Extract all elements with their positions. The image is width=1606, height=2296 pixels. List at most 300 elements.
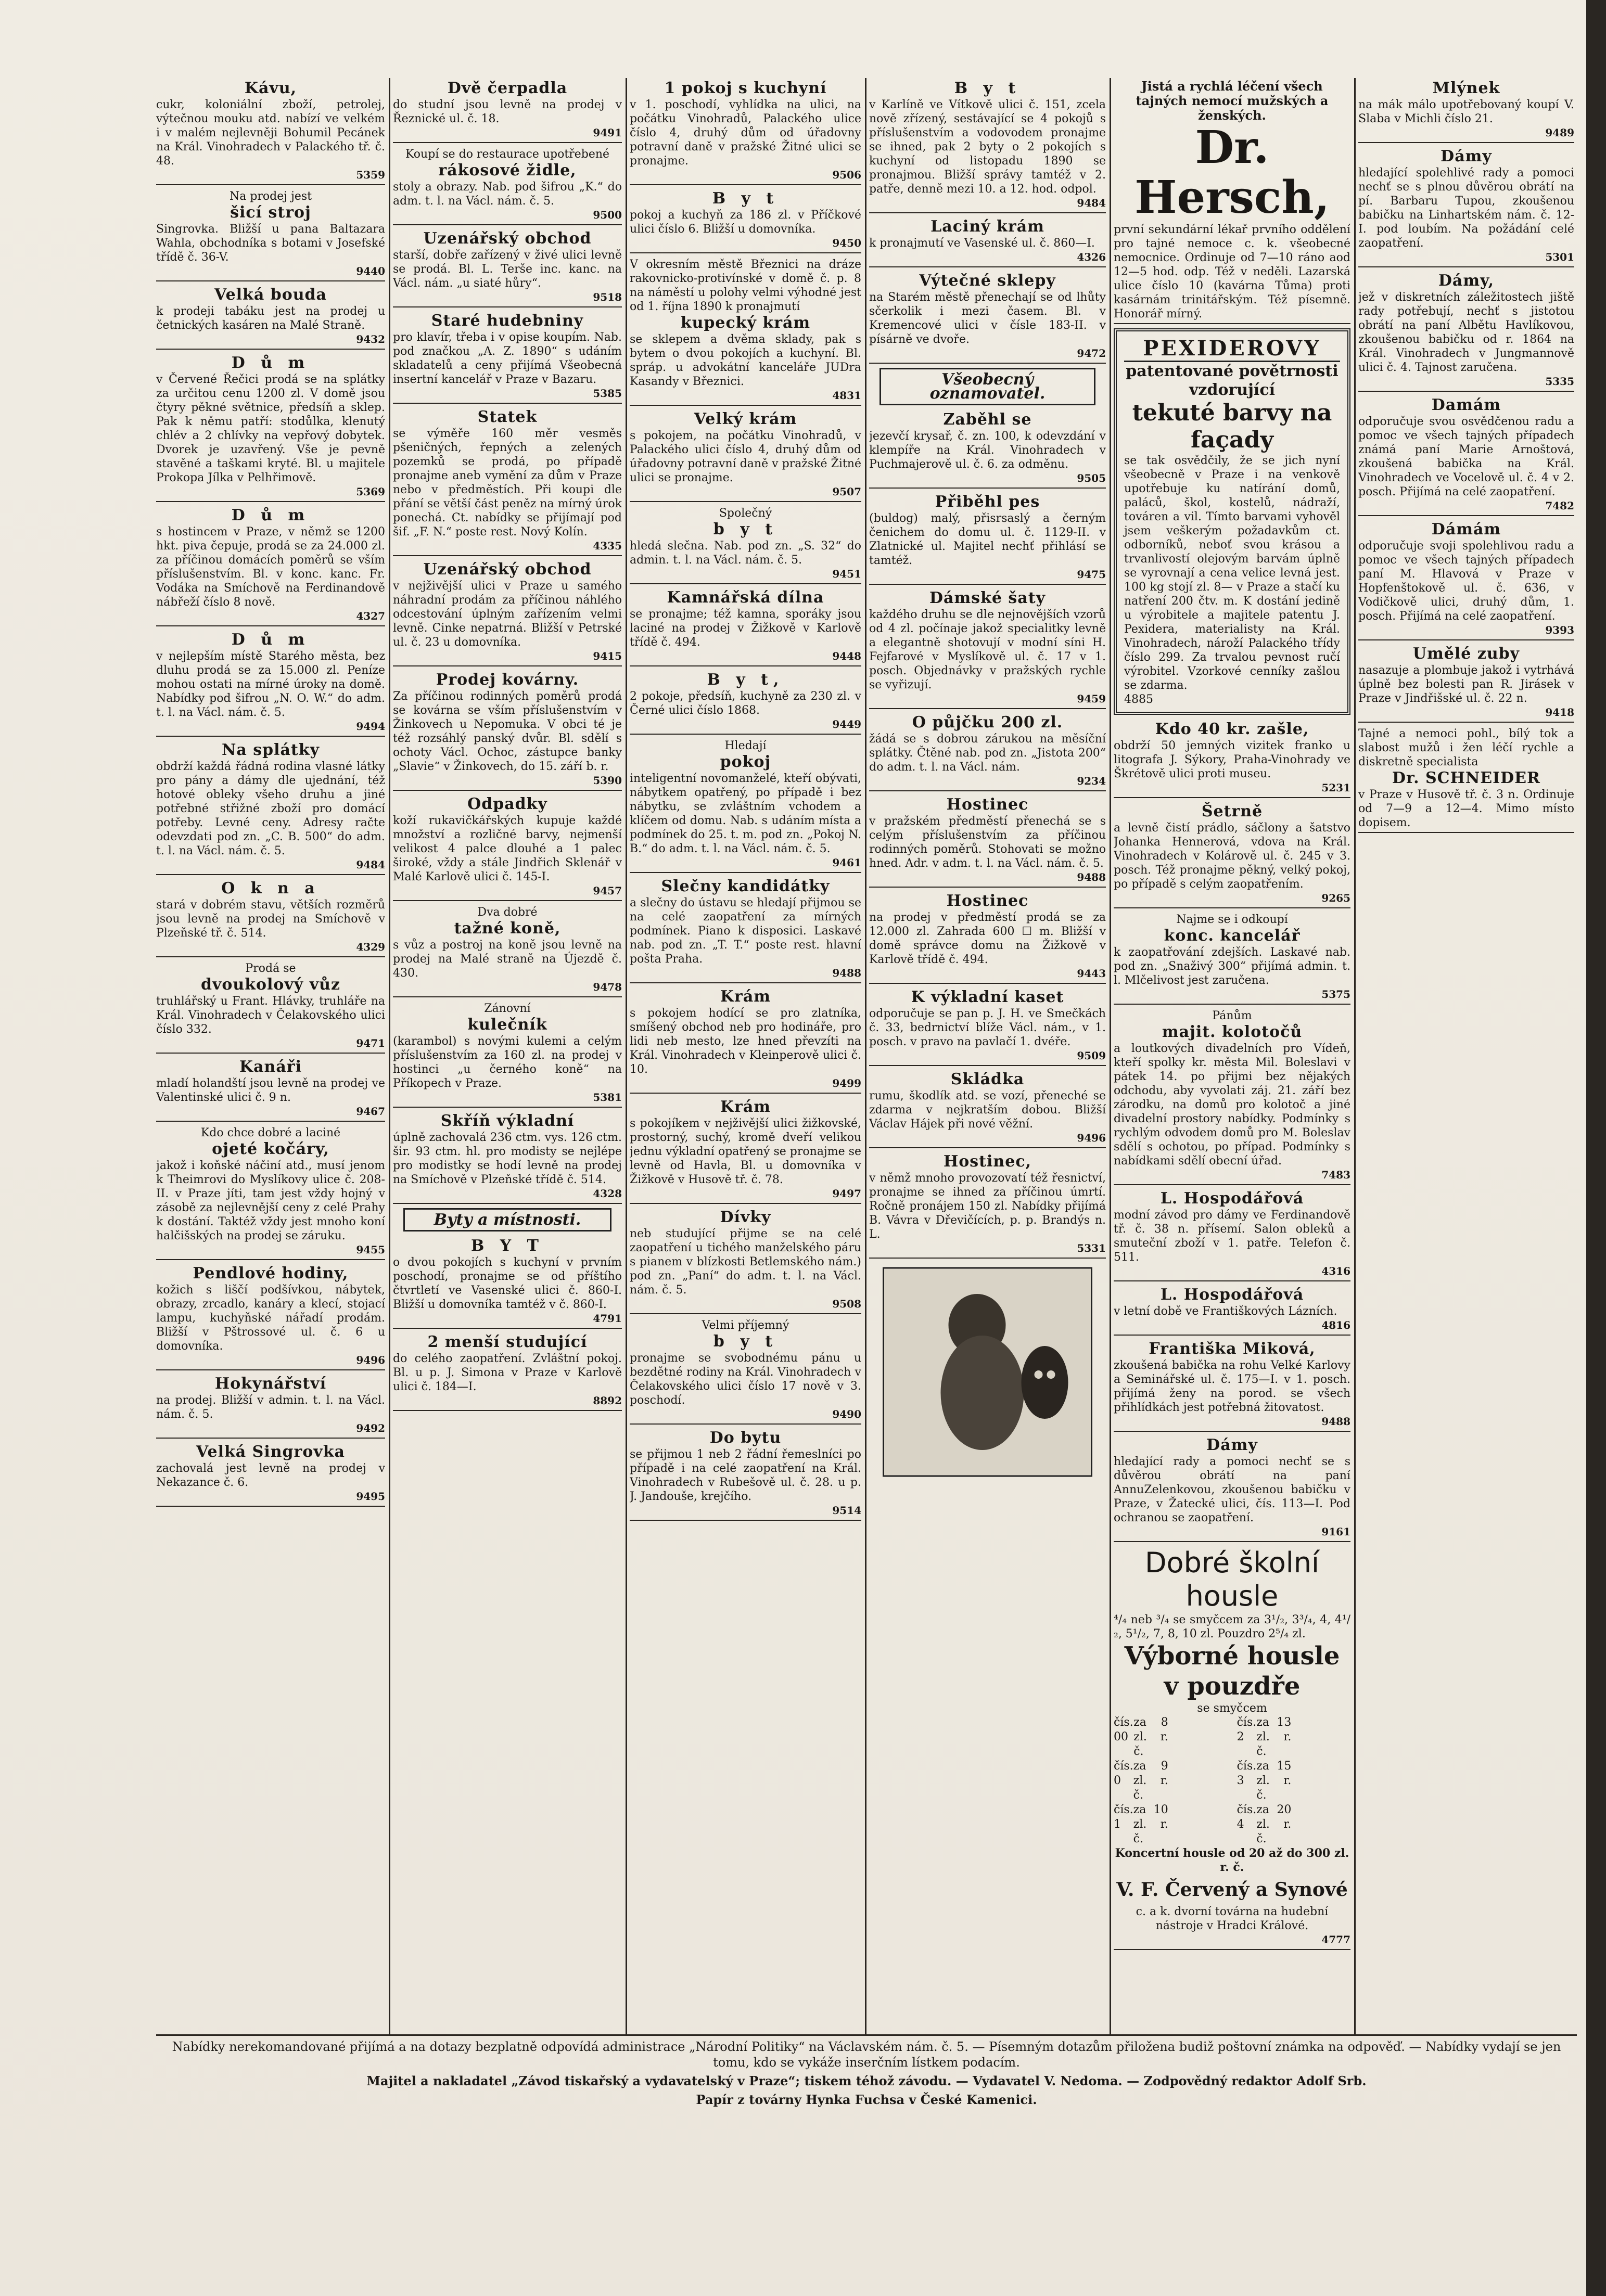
classified-ad (1358, 146, 1574, 267)
ad-body: v nejlepším místě Starého města, bez dluhu prodá se za 15.000 zl. Peníze mohou ostati na mírné úroky na domě. Nabídky pod šifrou „N. O. W.“ do adm. t. l. na Václ. nám. č. 5. (156, 650, 385, 719)
classified-ad (393, 1236, 622, 1329)
ad-body-continued: se sklepem a dvěma sklady, pak s bytem o dvou pokojích a kuchyní. Bl. spráp. u advokátní kanceláře JUDra Kasandy v Březnici. (630, 333, 861, 388)
ad-number: 5390 (593, 774, 622, 787)
classified-ad (869, 987, 1106, 1066)
ad-headline: Dr. SCHNEIDER (1392, 769, 1540, 787)
ad-number: 9451 (832, 568, 861, 580)
ad-column-4 (869, 78, 1106, 2034)
pexider-headline: tekuté barvy na façady (1132, 400, 1332, 453)
ad-body: zachovalá jest levně na prodej v Nekazance č. 6. (156, 1462, 385, 1489)
ad-body: pronajme se svobodnému pánu u bezdětné rodiny na Král. Vinohradech v Čelakovského ulici číslo 17 nově v 3. poschodí. (630, 1352, 861, 1407)
ad-headline: Dámy (1206, 1436, 1258, 1454)
classified-ad (1114, 1188, 1350, 1281)
ad-body: obdrží 50 jemných vizitek franko u litografa J. Sýkory, Praha-Vinohrady ve Škrétově ulici proti museu. (1114, 739, 1350, 780)
classified-ad (630, 256, 861, 406)
ad-headline: Velký krám (694, 410, 797, 428)
violin-price-row (1237, 1715, 1292, 1759)
ad-headline: Dámské šaty (929, 589, 1046, 607)
ad-number: 9492 (356, 1422, 385, 1434)
ad-headline: pokoj (720, 753, 771, 771)
ad-number: 5385 (593, 387, 622, 400)
ad-body: zkoušená babička na rohu Velké Karlovy a Seminářské ul. č. 175—I. v 1. posch. přijímá ženy na porod. se všech přihlídkách jest potřebná žitovatost. (1114, 1359, 1350, 1414)
ad-headline: Zaběhl se (943, 411, 1032, 429)
ad-body: k zaopatřování zdejších. Laskavé nab. pod zn. „Snaživý 300“ přijímá admin. t. l. Mlčelivost jest zaručena. (1114, 946, 1350, 987)
classified-ad (393, 407, 622, 556)
ad-number: 9461 (832, 856, 861, 869)
ad-headline: Velká Singrovka (196, 1443, 345, 1461)
classified-ad (630, 505, 861, 584)
classified-ad (1358, 519, 1574, 640)
ad-body: každého druhu se dle nejnovějších vzorů od 4 zl. počínaje jakož specialitky levně a elegantně shotovují v modní síni H. Fejfarové v Myslíkově ul. č. 17 v 1. posch. Objednávky v pražských rychle se vyřizují. (869, 608, 1106, 691)
ad-body: kožich s liščí podšívkou, nábytek, obrazy, zrcadlo, kanáry a klecí, stojací lampu, kuchyňské nářadí prodám. Bližší v Pštrossové ul. č. 6 u domovníka. (156, 1284, 385, 1353)
classified-ad (630, 1317, 861, 1425)
ad-body: do studní jsou levně na prodej v Řeznické ul. č. 18. (393, 98, 622, 125)
ad-body: obdrží každá řádná rodina vlasné látky pro pány a dámy dle ujednání, též hotové obleky všeho druhu a jiné potřebné střižné zboží pro domácí potřeby. Levné ceny. Adresy račte odevzdati pod zn. „C. B. 500“ do adm. t. l. na Václ. nám. č. 5. (156, 760, 385, 857)
ad-body: a slečny do ústavu se hledají přijmou se na celé zaopatření za mírných podmínek. Piano k disposici. Laskavé nab. pod zn. „T. T.“ poste rest. hlavní pošta Praha. (630, 896, 861, 966)
section-heading: Byty a místnosti. (403, 1208, 611, 1232)
ad-body: Za příčinou rodinných poměrů prodá se kovárna se vším příslušenstvím v Žinkovech u Nepomuka. V obci té je též rozsáhlý panský dvůr. Bl. sdělí s ochoty Václ. Ochoc, zástupce banky „Slavie“ v Žinkovech, do 15. září b. r. (393, 690, 622, 773)
ad-number: 9471 (356, 1037, 385, 1049)
ad-headline: Uzenářský obchod (423, 229, 592, 248)
ad-body: do celého zaopatření. Zvláštní pokoj. Bl. u p. J. Simona v Praze v Karlově ulici č. 184—I. (393, 1352, 622, 1393)
ad-body: cukr, koloniální zboží, petrolej, výtečnou mouku atd. nabízí ve velkém i v malém nejlevněji Bohumil Pecánek na Král. Vinohradech v Palackého tř. č. 48. (156, 98, 385, 168)
ad-headline: Hostinec (946, 892, 1029, 910)
ad-headline: Velká bouda (214, 286, 327, 304)
ad-headline: D ů m (231, 631, 310, 649)
footer-notice: Nabídky nerekomandované přijímá a na dotazy bezplatně odpovídá administrace „Národní Politiky“ na Václavském nám. č. 5. — Písemným dotazům přiložena budiž poštovní známka na odpověď. — Nabídky vydají se jen tomu, kdo se vykáže inserčním lístkem podacím. (172, 2040, 1561, 2070)
ad-body: V okresním městě Březnici na dráze rakovnicko-protivínské v domě č. p. 8 na náměstí u polohy velmi výhodné jest od 1. října 1890 k pronajmutí (630, 258, 861, 313)
ad-intro: Prodá se (245, 962, 296, 975)
classified-ad (1114, 1008, 1350, 1185)
classified-ad (156, 878, 385, 957)
ad-headline: dvoukolový vůz (200, 976, 341, 994)
ad-number: 9467 (356, 1105, 385, 1118)
ad-body: neb studující přijme se na celé zaopatření u tichého manželského páru s pianem v blízkosti Betlemského nám.) pod zn. „Paní“ do adm. t. l. na Václ. nám. č. 5. (630, 1227, 861, 1297)
ad-body: hledající rady a pomoci nechť se s důvěrou obrátí na paní AnnuZelenkovou, zkoušenou babičku v Praze, v Žatecké ulici, čís. 113—I. Pod ochranou se zaopatření. (1114, 1455, 1350, 1524)
ad-headline: L. Hospodářová (1160, 1286, 1304, 1304)
ad-number: 9491 (593, 126, 622, 139)
ad-number: 9507 (832, 485, 861, 498)
classified-ad (869, 794, 1106, 888)
ad-number: 9488 (1321, 1415, 1350, 1428)
ad-number: 4316 (1321, 1265, 1350, 1277)
ad-number: 9508 (832, 1298, 861, 1310)
ad-headline: K výkladní kaset (911, 988, 1064, 1006)
violin-ad (1114, 1545, 1350, 1950)
classified-ad (630, 1097, 861, 1204)
ad-headline: Laciný krám (931, 217, 1044, 236)
classified-ad (393, 1001, 622, 1108)
classified-ad (869, 78, 1106, 213)
classified-ad (869, 492, 1106, 585)
pexider-body: se tak osvědčily, že se jich nyní všeobecně v Praze i na venkově upotřebuje ku natírání domů, paláců, škol, kostelů, nádraží, továren a vil. Tímto barvami vyhověl jsem veškerým požadavkům ct. odborníků, neboť svou krásou a trvanlivostí olejovým barvám úplně se vyrovnají a cena velice levná jest. 100 kg stojí zl. 8— v Praze a stačí ku natření 200 čtv. m. K dostání jedině u výrobitele a majitele patentu J. Pexidera, materialisty na Král. Vinohradech, nároží Palackého třídy číslo 299. Za trvalou pevnost ručí výrobitel. Vzorkové cenníky zašlou se zdarma. (1124, 454, 1340, 692)
violin-price-row (1114, 1715, 1168, 1759)
classified-ad (393, 559, 622, 666)
ad-headline: Na splátky (221, 741, 320, 759)
classified-ad (1114, 1339, 1350, 1432)
hersch-name: Dr. Hersch, (1135, 121, 1330, 224)
ad-body: rumu, škodlík atd. se vozí, přeneché se zdarma v nejkratším dobou. Bližší Václav Hájek při nové věžní. (869, 1089, 1106, 1131)
violin-price: za 20 zl. r. č. (1256, 1803, 1292, 1845)
hersch-headline: Jistá a rychlá léčení všech tajných nemocí mužských a ženských. (1136, 79, 1329, 123)
ad-intro: Kdo chce dobré a laciné (200, 1126, 341, 1139)
hersch-body: první sekundární lékař prvního oddělení pro tajné nemoce c. k. všeobecné nemocnice. Ordinuje od 7—10 ráno aod 12—5 hod. odp. Též v neděli. Lazarská ulice číslo 10 (kavárna Tůma) proti kasárnám trinitářským. Též písemně. Honorář mírný. (1114, 223, 1350, 320)
ad-number: 9448 (832, 650, 861, 662)
ad-headline: D ů m (231, 354, 310, 372)
ad-headline: ojeté kočáry, (212, 1140, 329, 1158)
ad-body: odporučuje svou osvědčenou radu a pomoc ve všech tajných případech známá paní Marie Arnoštová, zkoušená babička na Král. Vinohradech ve Vocelově ul. č. 4 v 2. posch. Přijímá na celé zaopatření. (1358, 415, 1574, 498)
classified-ad (156, 960, 385, 1054)
ad-body: se pronajme; též kamna, sporáky jsou laciné na prodej v Žižkově v Karlově třídě č. 494. (630, 608, 861, 649)
hersch-ad (1114, 78, 1350, 324)
ad-headline: B y t (954, 79, 1021, 97)
ad-intro: Společný (719, 507, 772, 520)
violin-model: čís. 3 (1237, 1760, 1257, 1787)
classified-ad (630, 876, 861, 983)
classified-ad (156, 188, 385, 281)
ad-body: v Červené Řečici prodá se na splátky za určitou cenu 1200 zl. V domě jsou čtyry pěkné světnice, předsíň a sklep. Pak k němu patří: stodůlka, klenutý chlév a 2 chlívky na vepřový dobytek. Dvorek je uzavřený. Vše je pevně stavěné a taškami kryté. Bl. u majitele Prokopa Jílka v Pelhřimově. (156, 373, 385, 484)
column-rule (626, 78, 627, 2034)
violin-bow-note: se smyčcem (1197, 1702, 1267, 1715)
ad-headline: 1 pokoj s kuchyní (664, 79, 827, 97)
ad-intro: Najme se i odkoupí (1176, 913, 1288, 926)
ad-number: 4327 (356, 610, 385, 622)
classified-ad (393, 146, 622, 225)
classified-ad (156, 505, 385, 626)
classified-ad (393, 1332, 622, 1411)
ad-number: 5375 (1321, 988, 1350, 1001)
violin-case-title: Výborné housle v pouzdře (1124, 1641, 1340, 1701)
ad-body: s pokojem, na počátku Vinohradů, v Palackého ulici číslo 4, druhý dům od úřadovny potravní daně v pražské Žitné ulici se pronajme. (630, 429, 861, 484)
ad-headline: tažné koně, (454, 919, 561, 938)
classified-ad (869, 1151, 1106, 1259)
ad-number: 9514 (832, 1504, 861, 1517)
ad-number: 9478 (593, 981, 622, 993)
classified-ad (869, 1069, 1106, 1148)
ad-number: 5335 (1545, 375, 1574, 388)
ad-body: hledá slečna. Nab. pod zn. „S. 32“ do admin. t. l. na Václ. nám. č. 5. (630, 540, 861, 567)
ad-body: Tajné a nemoci pohl., bílý tok a slabost mužů i žen léčí rychle a diskretně specialista (1358, 727, 1574, 768)
ad-number: 5359 (356, 169, 385, 181)
ad-headline: Františka Miková, (1149, 1340, 1316, 1358)
footer-paper-note: Papír z továrny Hynka Fuchsa v České Kamenici. (696, 2092, 1037, 2107)
footer-imprint: Majitel a nakladatel „Závod tiskařský a vydavatelský v Praze“; tiskem téhož závodu. — Vydavatel V. Nedoma. — Zodpovědný redaktor Adolf Srb. (366, 2073, 1367, 2088)
ad-body: (karambol) s novými kulemi a celým příslušenstvím za 160 zl. na prodej v hostinci „u černého koně“ na Příkopech v Praze. (393, 1035, 622, 1090)
ad-headline: Kdo 40 kr. zašle, (1155, 720, 1309, 738)
ad-number: 9499 (832, 1077, 861, 1089)
concert-violin-note: Koncertní housle od 20 až do 300 zl. r. č. (1115, 1846, 1349, 1874)
ad-body: v Karlíně ve Vítkově ulici č. 151, zcela nově zřízený, sestávající se 4 pokojů s příslušenstvím a vodovodem pronajme se ihned, pak 2 byty o 2 pokojích s kuchyní od listopadu 1890 se pronajmou. Bližší správy tamtéž v 2. patře, denně mezi 10. a 12. hod. odpol. (869, 98, 1106, 196)
ad-number: 4328 (593, 1187, 622, 1200)
ad-number: 5301 (1545, 251, 1574, 263)
pexider-number: 4885 (1124, 693, 1153, 706)
violin-price: za 9 zl. r. č. (1133, 1760, 1168, 1802)
classified-ad (869, 891, 1106, 984)
classified-ad (630, 188, 861, 253)
ad-body: s hostincem v Praze, v němž se 1200 hkt. piva čepuje, prodá se za 24.000 zl. za příčinou domácích poměrů se vším příslušenstvím. Bl. v konc. kanc. Fr. Vodáka na Smíchově na Ferdinandově nábřeží číslo 8 nově. (156, 525, 385, 609)
ad-body: mladí holandští jsou levně na prodej ve Valentinské ulici č. 9 n. (156, 1077, 385, 1104)
violin-ad-title: Dobré školní housle (1144, 1546, 1320, 1612)
violin-price-row (1114, 1803, 1168, 1846)
ad-headline: Dámám (1431, 520, 1501, 538)
ad-headline: O k n a (221, 879, 320, 897)
ad-intro: Dva dobré (477, 906, 538, 919)
column-rule (1354, 78, 1356, 2034)
violin-firm-name: V. F. Červený a Synové (1116, 1879, 1348, 1901)
ad-number: 9497 (832, 1187, 861, 1200)
ad-headline: Hokynářství (214, 1375, 327, 1393)
classified-ad (1358, 271, 1574, 392)
classified-ad (1358, 644, 1574, 723)
classified-ad (1358, 726, 1574, 833)
ad-body: truhlářský u Frant. Hlávky, truhláře na Král. Vinohradech v Čelakovského ulici číslo 332. (156, 995, 385, 1036)
ad-intro: Velmi příjemný (702, 1319, 789, 1332)
classified-ad (630, 409, 861, 502)
ad-body: úplně zachovalá 236 ctm. vys. 126 ctm. šir. 93 ctm. hl. pro modisty se nejlépe pro modistky se hodí levně na prodej na Smíchově v Plzeňské třídě č. 514. (393, 1131, 622, 1186)
ad-number: 9518 (593, 291, 622, 303)
engraved-child-illustration (869, 1263, 1106, 1481)
ad-body: inteligentní novomanželé, kteří obývati, nábytkem opatřený, po případě i bez nábytku, se zvláštním vchodem a klíčem od domu. Nab. s udáním místa a podmínek do 25. t. m. pod zn. „Pokoj N. B.“ do adm. t. l. na Václ. nám. č. 5. (630, 772, 861, 855)
violin-model: čís. 1 (1114, 1803, 1133, 1831)
classified-ad (630, 1207, 861, 1314)
ad-number: 4816 (1321, 1319, 1350, 1331)
ad-number: 9496 (356, 1354, 385, 1366)
ad-number: 9450 (832, 237, 861, 249)
ad-headline: Hostinec, (943, 1152, 1032, 1171)
ad-body: stará v dobrém stavu, větších rozměrů jsou levně na prodej na Smíchově v Plzeňské tř. č. 514. (156, 899, 385, 940)
ad-body: v pražském předměstí přenechá se s celým příslušenstvím za příčinou rodinných poměrů. Stohovati se možno hned. Adr. v adm. t. l. na Václ. nám. č. 5. (869, 815, 1106, 870)
ad-number: 5369 (356, 485, 385, 498)
ad-column-5 (1114, 78, 1350, 2034)
violin-ad-number: 4777 (1321, 1933, 1350, 1946)
violin-price: za 10 zl. r. č. (1133, 1803, 1168, 1845)
violin-price: za 8 zl. r. č. (1133, 1716, 1168, 1758)
ad-number: 9488 (832, 967, 861, 979)
ad-body: na Starém městě přenechají se od lhůty sčerkolik i mezi časem. Bl. v Kremencové ulici v čísle 183-II. v písárně ve dvoře. (869, 291, 1106, 346)
classified-ad (156, 1125, 385, 1260)
ad-headline: Krám (720, 987, 771, 1006)
ad-body: a loutkových divadelních pro Vídeň, kteří spolky kr. města Mil. Boleslavi v pátek 14. po přijmi bez nějakých odchodu, aby vyvolati záj. 21. září bez zárodku, na domů pro kolotoč a jiné divadelní prostory nabídky. Podmínky s rychlým odvodem domů pro M. Boleslav sdělí s ochotou, po případ. Podmínky s nabídkami sdělí obecní úřad. (1114, 1042, 1350, 1168)
ad-headline: L. Hospodářová (1160, 1189, 1304, 1208)
violin-model: čís. 2 (1237, 1716, 1257, 1743)
classified-ad (1114, 1435, 1350, 1542)
ad-headline: b y t (713, 1332, 778, 1351)
ad-number: 4329 (356, 941, 385, 953)
classified-ad (156, 740, 385, 875)
ad-headline: 2 menší studující (427, 1333, 588, 1351)
page-footer (156, 2034, 1577, 2111)
ad-headline: Slečny kandidátky (661, 877, 830, 895)
ad-number: 9440 (356, 265, 385, 277)
ad-number: 7482 (1545, 499, 1574, 512)
ad-headline: Šetrně (1201, 802, 1263, 820)
ad-number: 9415 (593, 650, 622, 662)
violin-price-row (1237, 1759, 1292, 1803)
classified-ad (393, 228, 622, 307)
ad-headline: Skládka (950, 1070, 1025, 1088)
ad-body: odporučuje svoji spolehlivou radu a pomoc ve všech tajných případech paní M. Hlavová v Praze v Hopfenštokově ul. č. 636, v Vodičkově ulici, druhý dům, 1. posch. Přijímá na celé zaopatření. (1358, 540, 1574, 623)
ad-column-3 (630, 78, 861, 2034)
ad-number: 9496 (1077, 1132, 1106, 1144)
ad-body: žádá se s dobrou zárukou na měsíční splátky. Čtěné nab. pod zn. „Jistota 200“ do adm. t. l. na Václ. nám. (869, 733, 1106, 774)
classified-ad (630, 738, 861, 873)
ad-headline: D ů m (231, 506, 310, 524)
ad-number: 9500 (593, 209, 622, 221)
ad-headline: rákosové židle, (438, 161, 577, 179)
ad-body: odporučuje se pan p. J. H. ve Smečkách č. 33, bedrnictví blíže Václ. nám., v 1. posch. v pravo na pavlačí 1. dvéře. (869, 1007, 1106, 1048)
ad-number: 5381 (593, 1091, 622, 1104)
ad-headline: šicí stroj (230, 203, 311, 222)
violin-firm-address: c. a k. dvorní továrna na hudební nástroje v Hradci Králové. (1136, 1905, 1329, 1932)
ad-body-continued: v Praze v Husově tř. č. 3 n. Ordinuje od 7—9 a 12—4. Mimo místo dopisem. (1358, 788, 1574, 829)
ad-number: 9161 (1321, 1525, 1350, 1538)
ad-headline: Mlýnek (1432, 79, 1500, 97)
ad-number: 4326 (1077, 251, 1106, 263)
ad-number: 9489 (1545, 126, 1574, 139)
violin-price-table (1114, 1715, 1350, 1846)
ad-body: a levně čistí prádlo, sáčlony a šatstvo Johanka Hennerová, vdova na Král. Vinohradech v Kolárově ul. č. 245 v 3. posch. Též pronajme pěkný, velký pokoj, po případě s celým zaopatřením. (1114, 822, 1350, 891)
ad-body: nasazuje a plombuje jakož i vytrhává úplně bez bolesti pan R. Jirásek v Praze v Jindřišské ul. č. 22 n. (1358, 664, 1574, 705)
classified-ad (1114, 801, 1350, 908)
ad-number: 9495 (356, 1490, 385, 1503)
ad-headline: Přiběhl pes (935, 493, 1040, 511)
classified-ad (156, 1263, 385, 1370)
ad-headline: Dámy, (1438, 272, 1495, 290)
pexider-subtitle: patentované povětrnosti vzdorující (1126, 362, 1339, 399)
ad-headline: Hostinec (946, 796, 1029, 814)
ad-body: (buldog) malý, přisrsaslý a černým čenichem do domu ul. č. 1129-II. v Zlatnické ul. Majitel nechť přihlásí se tamtéž. (869, 512, 1106, 567)
ad-headline: B y t, (707, 671, 784, 689)
ad-headline: kupecký krám (680, 314, 811, 332)
ad-intro: Zánovní (484, 1002, 531, 1015)
ad-body: v nejživější ulici v Praze u samého náhradní prodám za příčinou náhlého odcestování úplným zařízením velmi levně. Cinke nepatrná. Bližší v Petrské ul. č. 23 u domovníka. (393, 580, 622, 649)
ad-body: s pokojem hodící se pro zlatníka, smíšený obchod neb pro hodináře, pro lidi neb mesto, lze hned převzíti na Král. Vinohradech v Kleinperově ulici č. 10. (630, 1007, 861, 1076)
ad-intro: Pánům (1212, 1009, 1252, 1022)
classified-ad (156, 630, 385, 737)
column-rule (389, 78, 390, 2034)
violin-model: čís. 4 (1237, 1803, 1257, 1831)
classified-ad (393, 670, 622, 791)
classified-ad (630, 670, 861, 735)
ad-column-6 (1358, 78, 1574, 2034)
violin-model: čís. 00 (1114, 1716, 1133, 1743)
ad-number: 9234 (1077, 775, 1106, 787)
ad-body: k pronajmutí ve Vasenské ul. č. 860—I. (869, 237, 1095, 250)
ad-number: 9490 (832, 1408, 861, 1420)
violin-sizes: ⁴/₄ neb ³/₄ se smyčcem za 3¹/₂, 3³/₄, 4, 4¹/₂, 5¹/₂, 7, 8, 10 zl. Pouzdro 2⁵/₄ zl. (1114, 1613, 1350, 1640)
ad-number: 9484 (1077, 197, 1106, 209)
ad-number: 9418 (1545, 706, 1574, 719)
ad-intro: Hledají (724, 739, 767, 752)
ad-body: na prodej v předměstí prodá se za 12.000 zl. Zahrada 600 ☐ m. Bližší v domě správce domu na Žižkově v Karlově třídě č. 494. (869, 911, 1106, 966)
ad-number: 9459 (1077, 692, 1106, 705)
violin-model: čís. 0 (1114, 1760, 1133, 1787)
ad-body: s vůz a postroj na koně jsou levně na prodej na Malé straně na Újezdě č. 430. (393, 939, 622, 980)
ad-body: se přijmou 1 neb 2 řádní řemeslníci po případě i na celé zaopatření na Král. Vinohradech v Rubešově ul. č. 28. u p. J. Jandouše, krejčího. (630, 1448, 861, 1503)
ad-number: 5331 (1077, 1242, 1106, 1254)
classified-ad (1114, 719, 1350, 798)
ad-headline: Damám (1431, 396, 1501, 414)
classified-ad (630, 1428, 861, 1521)
ad-headline: Kamnářská dílna (667, 588, 824, 607)
classified-ads-page (156, 78, 1577, 2227)
classified-ad (630, 78, 861, 185)
ad-body: v němž mnoho provozovatí též řesnictví, pronajme se ihned za příčinou úmrtí. Ročně pronájem 150 zl. Nabídky přijímá B. Vávra v Dřevičících, p. p. Brandýs n. L. (869, 1172, 1106, 1241)
ad-body: starší, dobře zařízený v živé ulici levně se prodá. Bl. L. Terše inc. kanc. na Václ. nám. „u siaté hůry“. (393, 249, 622, 290)
ad-body: pro klavír, třeba i v opise koupím. Nab. pod značkou „A. Z. 1890“ s udáním skladatelů a ceny přijímá Všeobecná insertní kancelář v Praze v Bazaru. (393, 331, 622, 386)
classified-ad (869, 409, 1106, 489)
ad-number: 5231 (1321, 781, 1350, 794)
classified-ad (1114, 1285, 1350, 1336)
classified-ad (869, 588, 1106, 709)
ad-number: 9472 (1077, 347, 1106, 360)
classified-ad (393, 311, 622, 404)
ad-headline: Uzenářský obchod (423, 560, 592, 579)
ad-body: v 1. poschodí, vyhlídka na ulici, na počátku Vinohradů, Palackého ulice číslo 4, druhý dům od úřadovny potravní daně v pražské Žitné ulici se pronajme. (630, 98, 861, 168)
ad-headline: b y t (713, 520, 778, 538)
page-edge-shadow (1586, 0, 1606, 2296)
ad-number: 9509 (1077, 1049, 1106, 1062)
ad-body: na prodej. Bližší v admin. t. l. na Václ. nám. č. 5. (156, 1394, 385, 1421)
classified-ad (393, 904, 622, 997)
classified-ad (630, 587, 861, 666)
column-rule (865, 78, 866, 2034)
ad-number: 9443 (1077, 967, 1106, 980)
ad-headline: Do bytu (709, 1429, 782, 1447)
violin-price-row (1114, 1759, 1168, 1803)
ad-headline: Dívky (720, 1208, 771, 1226)
ad-headline: Odpadky (467, 795, 547, 813)
ad-number: 4791 (593, 1312, 622, 1325)
violin-price: za 15 zl. r. č. (1256, 1760, 1292, 1802)
ad-column-1 (156, 78, 385, 2034)
ad-body: Singrovka. Bližší u pana Baltazara Wahla, obchodníka s botami v Josefské třídě č. 36-V. (156, 223, 385, 264)
violin-price: za 13 zl. r. č. (1256, 1716, 1292, 1758)
ad-headline: Statek (477, 408, 538, 426)
ad-body: se výměře 160 měr vesměs pšeničných, řepných a zelených pozemků se prodá, po případě pronajme aneb vymění za dům v Praze nebo v předměstích. Při koupi dle přání se větší část peněz na mírný úrok ponechá. Ct. nabídky se přijímají pod šif. „F. N.“ poste rest. Nový Kolín. (393, 427, 622, 538)
classified-ad (869, 216, 1106, 267)
ad-number: 9505 (1077, 472, 1106, 484)
ad-headline: Krám (720, 1098, 771, 1116)
ad-headline: Výtečné sklepy (919, 272, 1056, 290)
ad-body: koží rukavičkářských kupuje každé množství a rozličné barvy, nejmenší velikost 4 palce dlouhé a 1 palec široké, vždy a stále Jindřich Sklenář v Malé Karlově ulici č. 145-I. (393, 814, 622, 883)
ad-body: hledající spolehlivé rady a pomoci nechť se s plnou důvěrou obrátí na pí. Barbaru Tupou, zkoušenou babičku na Linhartském nám. č. 12-I. pod loubím. Na požádání celé zaopatření. (1358, 166, 1574, 250)
classified-ad (156, 1057, 385, 1122)
ad-headline: Skříň výkladní (440, 1112, 575, 1130)
ad-headline: Kanáři (239, 1058, 302, 1076)
ad-body: modní závod pro dámy ve Ferdinandově tř. č. 38 n. přísemí. Salon obleků a smuteční zboží v 1. patře. Telefon č. 511. (1114, 1209, 1350, 1264)
ad-headline: B y t (712, 189, 779, 208)
ad-headline: Staré hudebniny (431, 312, 584, 330)
ad-number: 4335 (593, 540, 622, 552)
classified-ad (393, 1111, 622, 1204)
pexider-title: PEXIDEROVY (1124, 337, 1340, 362)
ad-number: 8892 (593, 1394, 622, 1407)
ad-number: 9265 (1321, 892, 1350, 904)
ad-number: 9455 (356, 1243, 385, 1256)
ad-column-2 (393, 78, 622, 2034)
ad-headline: Pendlové hodiny, (193, 1264, 349, 1282)
ad-number: 9484 (356, 858, 385, 871)
ad-headline: Kávu, (244, 79, 297, 97)
ad-headline: kulečník (467, 1016, 547, 1034)
ad-body: s pokojíkem v nejživější ulici žižkovské, prostorný, suchý, kromě dveří velikou jednu výkladní opatřený se pronajme se levně od Havla, Bl. u domovníka v Žižkově v Husově tř. č. 78. (630, 1117, 861, 1186)
ad-number: 9432 (356, 333, 385, 345)
classified-ad (869, 271, 1106, 364)
classified-ad (156, 1374, 385, 1439)
ad-number: 9457 (593, 884, 622, 897)
ad-headline: majit. kolotočů (1162, 1023, 1303, 1041)
